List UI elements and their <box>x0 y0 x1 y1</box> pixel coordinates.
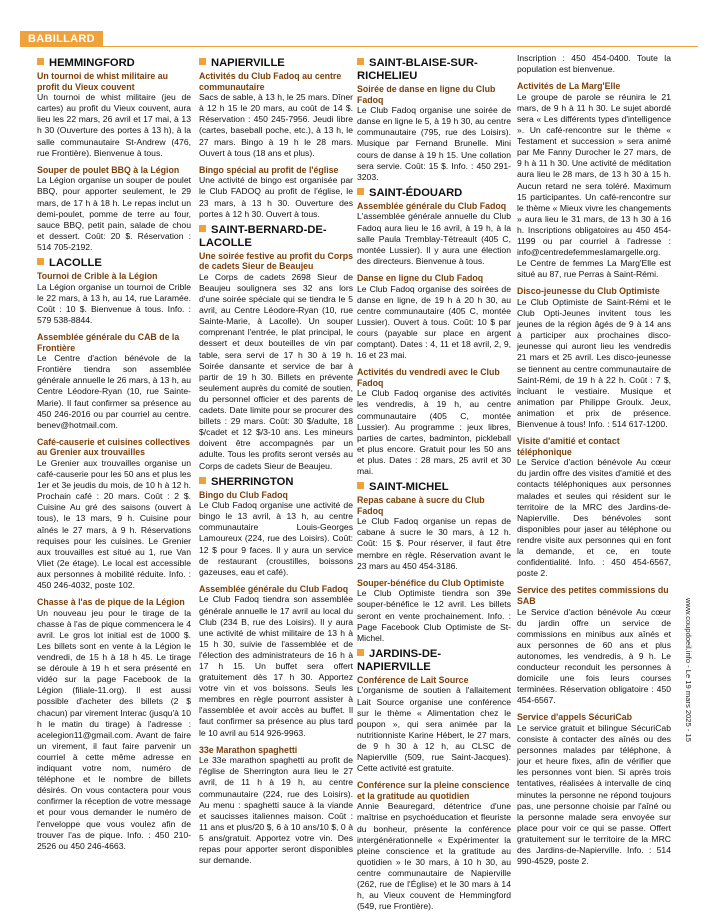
event-title: Repas cabane à sucre du Club Fadoq <box>357 495 485 516</box>
town-heading-text: SAINT-BERNARD-DE-LACOLLE <box>199 223 327 249</box>
event-body: Le Club Fadoq organise des activités les vendredis, à 19 h, au centre communautaire (405 C, montée Lussier). Au programme : jeux libres, parties de cartes, badminton, pickleball et plus encore. Gratuit pour les 50 ans et plus. Dates : 28 mars, 25 avril et 30 mai. <box>357 388 511 476</box>
orange-square-icon <box>199 58 206 65</box>
orange-square-icon <box>357 649 364 656</box>
event-body: Le 33e marathon spaghetti au profit de l'église de Sherrington aura lieu le 27 avril, de 11 h à 19 h, au centre communautaire (224, rue des Loisirs). Au menu : spaghetti sauce à la viande et saucisses italiennes maison. Coût : 11 ans et plus/20 $, 6 à 10 ans/10 $, 0 à 5 ans/gratuit. Apportez votre vin. Des repas pour apporter seront disponibles sur demande. <box>199 755 353 866</box>
event-title: Danse en ligne du Club Fadoq <box>357 272 484 283</box>
town-heading <box>199 57 353 70</box>
town-heading-text: LACOLLE <box>49 257 102 269</box>
town-heading-text: SAINT-BLAISE-SUR-RICHELIEU <box>357 57 478 82</box>
event-body: Le Service d'action bénévole Au cœur du jardin offre des visites d'amitié et des contacts téléphoniques aux personnes malades et seules qui résident sur le territoire de la MRC des Jardins-de-Napierville. Des bénévoles sont disponibles pour jaser au téléphone ou rendre visite aux personnes qui en font la demande, et ce, en toute confidentialité. Info. : 450 454-6567, poste 2. <box>517 457 671 579</box>
event-body: Le Club Fadoq organise une activité de bingo le 13 avril, à 13 h, au centre communautaire Louis-Georges Lamoureux (224, rue des Loisirs). Coût: 12 $ pour 9 faces. Il y aura un service de restaurant (croustilles, boissons gazeuses, eau et café). <box>199 500 353 577</box>
event-title: Service des petites commissions du SAB <box>517 585 669 606</box>
town-heading-text: SHERRINGTON <box>211 475 294 488</box>
town-heading-text: HEMMINGFORD <box>49 57 135 69</box>
event-body: Le service gratuit et bilingue SécuriCab consiste à contacter des aînés ou des personnes malades par téléphone, à jour et heure fixes, afin de vérifier que les personnes vont bien. Si après trois tentatives, réalisées à intervalle de cinq minutes la personne ne répond toujours pas, une personne choisie par l'aîné ou la personne malade sera envoyée sur place pour voir ce qui se passe. Offert gratuitement sur le territoire de la MRC des Jardins-de-Napierville. Info. : 514 990-4529, poste 2. <box>517 722 671 867</box>
orange-square-icon <box>37 258 44 265</box>
event-title: Un tournoi de whist militaire au profit du Vieux couvent <box>37 71 168 92</box>
event-body: Inscription : 450 454-0400. Toute la population est bienvenue. <box>517 53 671 75</box>
event-body: Le Club Optimiste tiendra son 39e souper-bénéfice le 12 avril. Les billets seront en vente prochainement. Info. : Page Facebook Club Optimiste de St-Michel. <box>357 588 511 643</box>
event-title: Service d'appels SécuriCab <box>517 712 633 723</box>
event-body: La Légion organise un souper de poulet BBQ, pour apporter seulement, le 29 mars, de 17 h à 18 h. Le repas inclut un demi-poulet, pomme de terre au four, sauce BBQ, petit pain, salade de chou et dessert. Coût: 20 $. Réservation : 514 705-2192. <box>37 175 191 252</box>
event-body: L'organisme de soutien à l'allaitement Lait Source organise une conférence sur le thème « Alimentation chez le poupon », qui sera animée par la nutritionniste Karine Hébert, le 27 mars, de 9 h 30 à 12 h, au CLSC de Napierville (509, rue Saint-Jacques). Cette activité est gratuite. <box>357 685 511 774</box>
town-heading <box>199 476 353 489</box>
tag-rule <box>20 46 698 47</box>
event-title: Soirée de danse en ligne du Club Fadoq <box>357 84 496 105</box>
event-title: 33e Marathon spaghetti <box>199 744 298 755</box>
town-heading <box>199 224 353 250</box>
event-title: Café-causerie et cuisines collectives au Grenier aux trouvailles <box>37 436 191 458</box>
event-body: Le Centre d'action bénévole de la Frontière tiendra son assemblée générale annuelle le 26 mars, à 13 h, au Centre Léodore-Ryan (10, rue Sainte-Marie). Il faut confirmer sa présence au 450 246-2016 ou par courriel au centre. benev@hotmail.com. <box>37 353 191 430</box>
event-title: Chasse à l'as de pique de la Légion <box>37 597 185 608</box>
event-title: Une soirée festive au profit du Corps de cadets Sieur de Beaujeu <box>199 250 353 272</box>
event-title: Disco-jeunesse du Club Optimiste <box>517 286 660 297</box>
event-body: Le Club Fadoq tiendra son assemblée générale annuelle le 17 avril au local du Club (234 B, rue des Loisirs). Il y aura une activité de whist militaire de 13 h à 15 h 30, suivie de l'assemblée et de l'élection des administrateurs de 16 h à 17 h 15. Un buffet sera offert gratuitement dès 17 h 30. Apportez votre vin et vos boissons. Seuls les membres en règle pourront assister à l'assemblée et avoir accès au buffet. Il faut confirmer sa présence au plus tard le 10 avril au 514 926-9963. <box>199 594 353 738</box>
event-title: Souper de poulet BBQ à la Légion <box>37 164 180 175</box>
event-title: Souper-bénéfice du Club Optimiste <box>357 577 505 588</box>
column-3 <box>357 53 511 912</box>
orange-square-icon <box>357 188 364 195</box>
town-heading-text: SAINT-MICHEL <box>369 481 449 494</box>
event-title: Bingo spécial au profit de l'église <box>199 164 339 175</box>
event-body: Le Club Fadoq organise un repas de cabane à sucre le 30 mars, à 12 h. Coût: 15 $. Pour réserver, il faut être membre en règle. Réservation avant le 23 mars au 450 454-3186. <box>357 516 511 571</box>
event-title: Bingo du Club Fadoq <box>199 489 288 500</box>
orange-square-icon <box>357 58 364 65</box>
event-body: Le Grenier aux trouvailles organise un café-causerie pour les 50 ans et plus les 1er et 3e jeudis du mois, de 10 h à 12 h. Prochain café : 20 mars. Coût : 2 $. Cuisine Au gré des saisons (ouvert à tous), le 13 mars, 9 h. Cuisine pour aînés le 27 mars, à 9 h. Réservations requises pour les cuisines. Le Grenier aux trouvailles est situé au 1, rue Van Vliet (2e étage). Le local est accessible aux personnes à mobilité réduite. Info. : 450 246-4032, poste 102. <box>37 458 191 591</box>
town-heading <box>357 648 511 674</box>
event-body: Un tournoi de whist militaire (jeu de cartes) au profit du Vieux couvent, aura lieu les 22 mars, 26 avril et 17 mai, à 13 h 30 (Ouverture des portes à 13 h), à la salle communautaire St-Andrew (476, rue Frontière). Bienvenue à tous. <box>37 92 191 158</box>
town-heading <box>357 187 511 200</box>
orange-square-icon <box>199 225 206 232</box>
event-title: Activités du vendredi avec le Club Fadoq <box>357 367 500 388</box>
column-2 <box>199 53 353 866</box>
event-body: Un nouveau jeu pour le tirage de la chasse à l'as de pique commencera le 4 avril. Le gros lot initial est de 1000 $. Les billets sont en vente à la Légion le vendredi, de 15 h à 18 h 45. Le tirage se déroule à 19 h et sera présenté en vidéo sur la page Facebook de la Légion (filiale-11.org). Il est aussi possible d'acheter des billets (2 $ chacun) par virement Interac (jusqu'à 10 h le matin du tirage) à l'adresse : acelegion11@gmail.com. Avant de faire un virement, il faut faire parvenir un courriel à cette même adresse en indiquant votre nom, numéro de téléphone et le nombre de billets désirés. On vous contactera pour vous confirmer la réception de votre message et pour vous demander le numéro de l'enveloppe que vous voulez afin de trouver l'as de pique. Info. : 450 210-2526 ou 450 246-4663. <box>37 607 191 851</box>
event-body: Une activité de bingo est organisée par le Club FADOQ au profit de l'église, le 23 mars, à 13 h 30. Ouverture des portes à 12 h 30. Ouvert à tous. <box>199 175 353 219</box>
event-title: Assemblée générale du Club Fadoq <box>199 583 349 594</box>
column-1 <box>37 53 191 852</box>
event-title: Conférence sur la pleine conscience et la gratitude au quotidien <box>357 780 510 801</box>
event-title: Activités de La Marg'Elle <box>517 81 621 92</box>
orange-square-icon <box>357 482 364 489</box>
orange-square-icon <box>199 477 206 484</box>
event-body: Le groupe de parole se réunira le 21 mars, de 9 h à 11 h 30. Le sujet abordé sera « Les différents types d'intelligence ». Un café-rencontre sur le thème « Testament et succession » sera animé par Me Fanny Durocher le 27 mars, de 9 h à 11 h 30. Une activité de méditation aura lieu le 28 mars, de 13 h 30 à 15 h. Aucun retard ne sera toléré. Maximum 15 participantes. Un café-rencontre sur le thème « Mieux vivre les changements » aura lieu le 31 mars, de 13 h 30 à 16 h. Inscriptions obligatoires au 450 454-1199 ou par courriel à l'adresse : info@centredefemmeslamargelle.org. Le Centre de femmes La Marg'Elle est situé au 87, rue Perras à Saint-Rémi. <box>517 91 671 280</box>
town-heading <box>357 57 511 83</box>
event-body: Annie Beauregard, détentrice d'une maîtrise en psychoéducation et fleuriste du bonheur, présente la conférence intergénérationnelle « Expérimenter la pleine conscience et la gratitude au quotidien » le 30 mars, à 10 h 30, au centre communautaire de Napierville (262, rue de l'Église) et le 30 mars à 14 h, au Vieux couvent de Hemmingford (549, rue Frontière). <box>357 801 511 912</box>
event-title: Conférence de Lait Source <box>357 674 469 685</box>
event-title: Assemblée générale du Club Fadoq <box>357 200 507 211</box>
orange-square-icon <box>37 58 44 65</box>
event-title: Assemblée générale du CAB de la Frontière <box>37 331 180 353</box>
event-body: L'assemblée générale annuelle du Club Fadoq aura lieu le 16 avril, à 19 h, à la salle Paula Tremblay-Tétreault (405 C, montée Lussier). Il y aura une élection des directeurs. Bienvenue à tous. <box>357 211 511 266</box>
event-body: Le Corps de cadets 2698 Sieur de Beaujeu soulignera ses 32 ans lors d'une soirée spéciale qui se tiendra le 5 avril, au Centre Léodore-Ryan (10, rue Sainte-Marie, à Lacolle). Un souper comprenant l'entrée, le plat principal, le dessert et deux bouteilles de vin par table, sera servi de 17 h 30 à 19 h. Soirée dansante et service de bar à partir de 19 h 30. Billets en prévente seulement auprès du comité de soutien, du personnel officier et des parents de cadets. Date limite pour se procurer des billets : 29 mars. Coût: 30 $/adulte, 18 $/cadet et 12 $/3-10 ans. Les mineurs doivent être accompagnés par un adulte. Tous les profits seront versés au Corps de cadets Sieur de Beaujeu. <box>199 271 353 471</box>
event-body: Sacs de sable, à 13 h, le 25 mars. Dîner à 12 h 15 le 20 mars, au coût de 14 $. Réservation : 450 245-7956. Jeudi libre (cartes, baseball poche, etc.), à 13 h, le 27 mars. Bingo à 19 h le 28 mars. Ouvert à tous (18 ans et plus). <box>199 92 353 158</box>
section-tag: BABILLARD <box>20 31 103 47</box>
column-4 <box>517 53 671 867</box>
event-body: Le Club Fadoq organise une soirée de danse en ligne le 5, à 19 h 30, au centre communautaire (795, rue des Loisirs). Musique par Fernand Brunelle. Mini cours de danse à 19 h 15. Une collation sera servie. Coût: 15 $. Info. : 450 291-3203. <box>357 105 511 182</box>
event-body: Le Club Optimiste de Saint-Rémi et le Club Opti-Jeunes invitent tous les jeunes de la région âgés de 9 à 14 ans à participer aux prochaines disco-jeunesse qui auront lieu les vendredis 21 mars et 25 avril. Les disco-jeunesse se tiennent au centre communautaire de Saint-Rémi, de 19 h à 22 h. Coût : 7 $, incluant le vestiaire. Musique et animation par Philippe Groulx. Jeux, animation et prix de présence. Bienvenue à tous! Info. : 514 617-1200. <box>517 296 671 429</box>
side-footer: www.coupdoeil.info - Le 19 mars 2025 - 15 <box>684 598 693 742</box>
event-title: Tournoi de Crible à la Légion <box>37 271 158 281</box>
event-body: La Légion organise un tournoi de Crible le 22 mars, à 13 h, au 14, rue Laramée. Coût : 10 $. Bienvenue à tous. Info. : 579 538-8844. <box>37 281 191 325</box>
event-title: Visite d'amitié et contact téléphonique <box>517 436 620 457</box>
event-body: Le Service d'action bénévole Au cœur du jardin offre un service de commissions en minibus aux aînés et aux personnes de 60 ans et plus autonomes, les vendredis, à 9 h. Le conducteur reconduit les personnes à domicile une fois leurs courses terminées. Réservation obligatoire : 450 454-6567. <box>517 606 671 706</box>
town-heading <box>37 57 191 70</box>
town-heading-text: SAINT-ÉDOUARD <box>369 186 463 199</box>
town-heading <box>357 481 511 494</box>
event-body: Le Club Fadoq organise des soirées de danse en ligne, de 19 h à 20 h 30, au centre communautaire (405 C, montée Lussier). Ouvert à tous. Coût: 10 $ par cours (payable sur place en argent comptant). Dates : 4, 11 et 18 avril, 2, 9, 16 et 23 mai. <box>357 283 511 361</box>
town-heading-text: JARDINS-DE-NAPIERVILLE <box>357 647 442 673</box>
town-heading <box>37 257 191 270</box>
event-title: Activités du Club Fadoq au centre communautaire <box>199 71 342 92</box>
town-heading-text: NAPIERVILLE <box>211 57 285 69</box>
